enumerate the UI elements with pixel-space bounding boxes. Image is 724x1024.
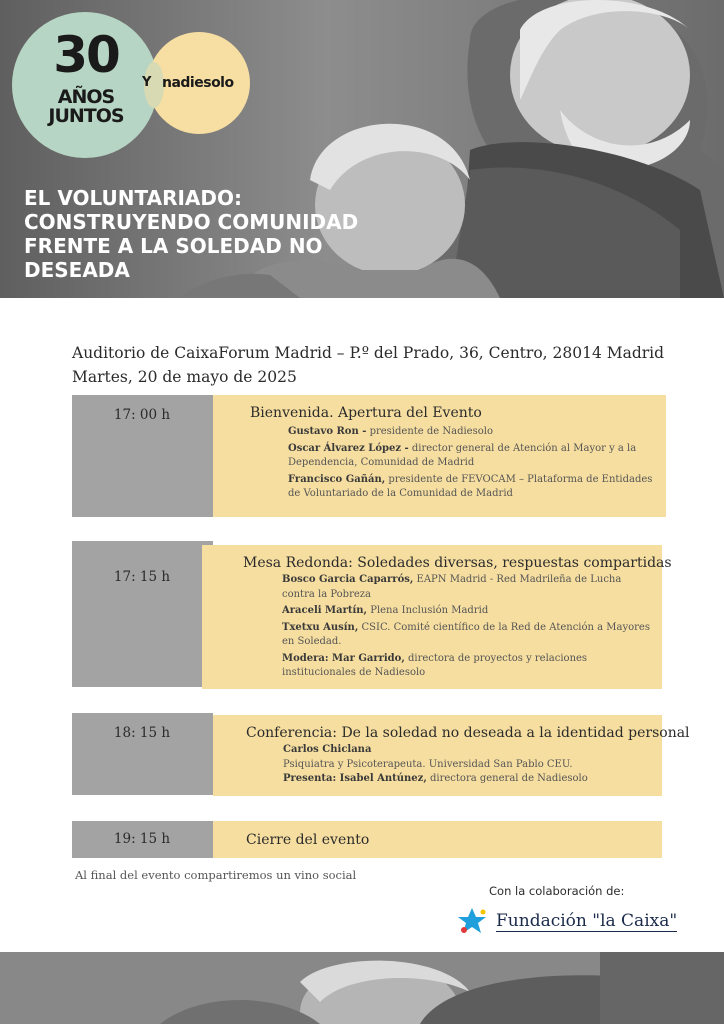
venue-date: Martes, 20 de mayo de 2025 — [72, 368, 297, 386]
speaker-line: Txetxu Ausín, CSIC. Comité científico de la Red de Atención a Mayores en Soledad. — [282, 621, 650, 647]
speaker-line: Carlos Chiclana — [283, 744, 372, 755]
slot-title: Cierre del evento — [246, 832, 370, 848]
footer-photo — [0, 952, 724, 1024]
nadiesolo-logo: nadiesolo — [162, 75, 234, 91]
slot-speakers — [283, 743, 655, 787]
slot-speakers — [288, 425, 660, 504]
slot-title: Bienvenida. Apertura del Evento — [250, 405, 482, 421]
hero-photo — [0, 0, 724, 298]
closing-note: Al final del evento compartiremos un vino social — [75, 868, 357, 882]
badge-line-1: AÑOS — [57, 86, 115, 108]
time-box — [72, 541, 213, 687]
badge-words — [30, 88, 142, 126]
venue-location: Auditorio de CaixaForum Madrid – P.º del Prado, 36, Centro, 28014 Madrid — [72, 344, 665, 362]
slot-time: 17: 15 h — [113, 569, 171, 585]
collaboration-label: Con la colaboración de: — [489, 884, 625, 898]
slot-title: Conferencia: De la soledad no deseada a la identidad personal — [246, 725, 690, 741]
footer-photo-illustration — [0, 952, 724, 1024]
venue-info — [72, 341, 692, 389]
speaker-line: Oscar Álvarez López - director general de Atención al Mayor y a la Dependencia, Comunidad de Madrid — [288, 442, 637, 468]
speaker-line: Gustavo Ron - presidente de Nadiesolo — [288, 426, 493, 437]
caixa-star-icon — [456, 906, 490, 936]
speaker-line: Francisco Gañán, presidente de FEVOCAM – Plataforma de Entidades de Voluntariado de la Comunidad de Madrid — [288, 473, 653, 499]
badge-line-2: JUNTOS — [48, 105, 124, 127]
slot-time: 19: 15 h — [113, 831, 171, 847]
slot-time: 17: 00 h — [113, 407, 171, 423]
event-title: EL VOLUNTARIADO: CONSTRUYENDO COMUNIDAD FRENTE A LA SOLEDAD NO DESEADA — [24, 186, 359, 282]
speaker-line: Presenta: Isabel Antúnez, directora general de Nadiesolo — [283, 773, 588, 784]
speaker-line: Psiquiatra y Psicoterapeuta. Universidad San Pablo CEU. — [283, 758, 573, 770]
sponsor-name: Fundación "la Caixa" — [496, 911, 678, 931]
speaker-line: Araceli Martín, Plena Inclusión Madrid — [282, 605, 489, 616]
speaker-line: Bosco Garcia Caparrós, EAPN Madrid - Red Madrileña de Lucha contra la Pobreza — [282, 574, 622, 600]
badge-connector: Y — [142, 75, 152, 90]
speaker-line: Modera: Mar Garrido, directora de proyectos y relaciones institucionales de Nadiesolo — [282, 652, 588, 678]
slot-time: 18: 15 h — [113, 725, 171, 741]
sponsor-logo — [456, 906, 676, 936]
slot-title: Mesa Redonda: Soledades diversas, respuestas compartidas — [243, 555, 672, 571]
badge-number: 30 — [53, 26, 119, 84]
thirty-years-badge — [12, 12, 242, 162]
slot-speakers — [282, 573, 654, 683]
